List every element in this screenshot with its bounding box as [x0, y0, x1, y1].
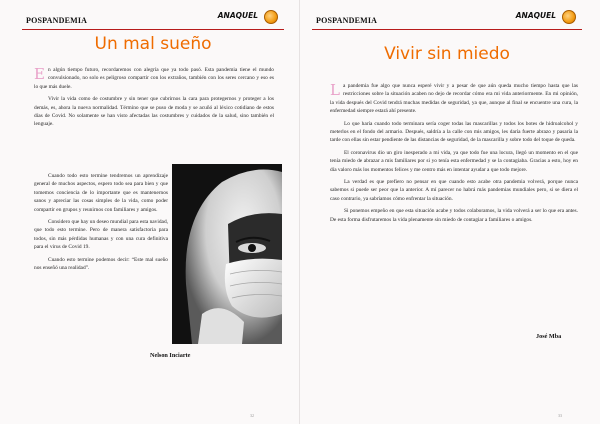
paragraph: Considero que hay un deseo mundial para esta navidad, que todo esto termine. Pero de manera satisfactoria para todos, sin más pérdidas humanas y con una cura definitiva para el virus de Covid 19. — [34, 219, 168, 251]
brand-name: ANAQUEL — [515, 11, 556, 20]
brand-name: ANAQUEL — [217, 11, 258, 20]
page-number: 33 — [558, 413, 562, 418]
article-body — [330, 82, 578, 228]
page-header — [312, 10, 582, 30]
author-name: José Mba — [536, 333, 562, 340]
article-column — [34, 172, 168, 276]
article-title: Vivir sin miedo — [384, 44, 510, 64]
author-name: Nelson Inciarte — [150, 352, 191, 359]
drop-cap: E — [34, 65, 45, 83]
paragraph: La verdad es que prefiero no pensar en que cuando esto acabe otra pandemia volverá, porque nunca sabemos si puede ser peor que la anterior. A mí parecer no habrá más pandemias mundiales pero, si se diera el caso contrario, ya sabríamos cómo enfrentar la situación. — [330, 179, 578, 202]
paragraph: Lo que haría cuando todo terminara sería coger todas las mascarillas y todos los botes de hidroalcohol y meterlos en el fondo del armario. Después, saldría a la calle con mis amigos, les daría fuerte abrazo y pasaría la tarde con ellas sin estar pendiente de las distancias de seguridad, de la mascarilla y sobre todo del toque de queda. — [330, 120, 578, 144]
paragraph: El coronavirus dio un giro inesperado a mi vida, ya que todo fue una locura, llegó un momento en el que tenía miedo de abrazar a mis familiares por si yo tenía esta enfermedad y se la contagiaba. Gracias a esto, hoy en día valoro más los momentos felices y me centro más en intentar ayudar a que todo mejore. — [330, 149, 578, 173]
article-intro — [34, 66, 274, 133]
paragraph: Cuando todo esto termine tendremos un aprendizaje general de muchos aspectos, espero todo sea para bien y que tomemos conciencia de lo importante que es mantenernos sanos y apreciar las cosas simples de la vida, como poder compartir en grupos y reunirnos con familiares y amigos. — [34, 173, 168, 213]
section-label: POSPANDEMIA — [26, 16, 88, 25]
paragraph: Cuando esto termine podemos decir: “Este mal sueño nos enseñó una realidad”. — [34, 256, 168, 272]
paragraph: La pandemia fue algo que nunca esperé vivir y a pesar de que aún queda mucho tiempo hasta que las restricciones sobre la situación acaben no dejo de recordar cómo era mi vida anteriormente. En mi opinión, la vida después del Covid tendrá muchas medidas de seguridad, ya que, aunque al final se encuentre una cura, la enfermedad siempre estará ahí presente. — [330, 81, 578, 115]
page-number: 32 — [250, 413, 254, 418]
right-page — [300, 0, 600, 424]
article-title: Un mal sueño — [94, 34, 212, 54]
paragraph: Si ponemos empeño en que esta situación acabe y todos colaboramos, la vida volverá a ser lo que era antes. De esta forma disfrutaremos la vida plenamente sin miedo de contagiar a familiares o amigos. — [330, 208, 578, 223]
drop-cap: L — [330, 81, 340, 99]
masked-person-photo — [172, 164, 282, 344]
page-header — [22, 10, 284, 30]
paragraph: Vivir la vida como de costumbre y sin tener que cubrirnos la cara para protegernos y proteger a los demás, es, ahora la nueva normalidad. Término que se puso de moda y se acuñó al léxico cotidiano de estos días de Covid. No solamente se han visto afectadas las costumbres y cuidados de la salud, sino también el lenguaje. — [34, 96, 274, 128]
paragraph: En algún tiempo futuro, recordaremos con alegría que ya todo pasó. Esta pandemia tiene el mundo convulsionado, no solo es peligroso compartir con los extraños, también con los seres cercano y eso es lo que más duele. — [34, 65, 274, 90]
section-label: POSPANDEMIA — [316, 16, 378, 25]
brand-logo-icon — [264, 10, 278, 24]
brand-logo-icon — [562, 10, 576, 24]
